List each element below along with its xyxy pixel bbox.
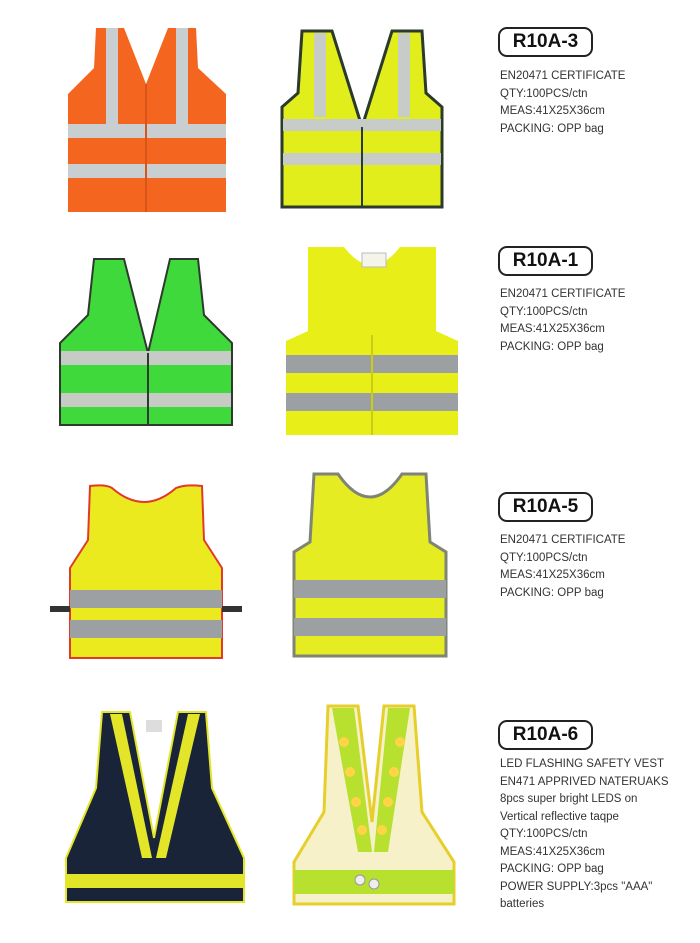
spec-line: POWER SUPPLY:3pcs "AAA" batteries xyxy=(500,880,653,910)
spec-line: EN471 APPRIVED NATERUAKS xyxy=(500,775,669,788)
spec-line: PACKING: OPP bag xyxy=(500,863,604,875)
spec-line: MEAS:41X25X36cm xyxy=(500,845,605,858)
product-spec-list xyxy=(500,286,690,356)
spec-line: PACKING: OPP bag xyxy=(500,586,604,599)
spec-line: PACKING: OPP bag xyxy=(500,122,604,135)
product-code-badge: R10A-1 xyxy=(498,246,593,276)
vest-image-mesh-navy xyxy=(62,708,248,904)
spec-line: MEAS:41X25X36cm xyxy=(500,323,605,335)
vest-image-green xyxy=(58,255,234,435)
vest-image-yellow-piped xyxy=(280,27,444,212)
spec-line: EN20471 CERTIFICATE xyxy=(500,534,626,546)
spec-line: MEAS:41X25X36cm xyxy=(500,105,605,117)
vest-image-yellow-zip xyxy=(284,243,460,439)
product-spec-list xyxy=(500,756,690,914)
product-spec-list xyxy=(500,68,690,138)
spec-line: QTY:100PCS/ctn xyxy=(500,305,588,318)
vest-image-yellow-tabard-red-trim xyxy=(46,480,246,662)
spec-line: QTY:100PCS/ctn xyxy=(500,87,588,100)
vest-image-led-flashing xyxy=(288,702,458,908)
product-spec-list xyxy=(500,532,690,602)
vest-image-yellow-tabard xyxy=(290,470,450,660)
spec-line: PACKING: OPP bag xyxy=(500,340,604,353)
product-code-badge: R10A-3 xyxy=(498,27,593,57)
spec-line: MEAS:41X25X36cm xyxy=(500,569,605,581)
vest-image-orange xyxy=(66,24,228,216)
product-code-badge: R10A-5 xyxy=(498,492,593,522)
spec-line: QTY:100PCS/ctn xyxy=(500,828,588,840)
spec-line: QTY:100PCS/ctn xyxy=(500,551,588,564)
spec-line: EN20471 CERTIFICATE xyxy=(500,288,626,300)
spec-line: EN20471 CERTIFICATE xyxy=(500,70,626,82)
product-code-badge: R10A-6 xyxy=(498,720,593,750)
spec-line: 8pcs super bright LEDS on Vertical reflective taqpe xyxy=(500,793,638,823)
spec-line: LED FLASHING SAFETY VEST xyxy=(500,758,665,770)
